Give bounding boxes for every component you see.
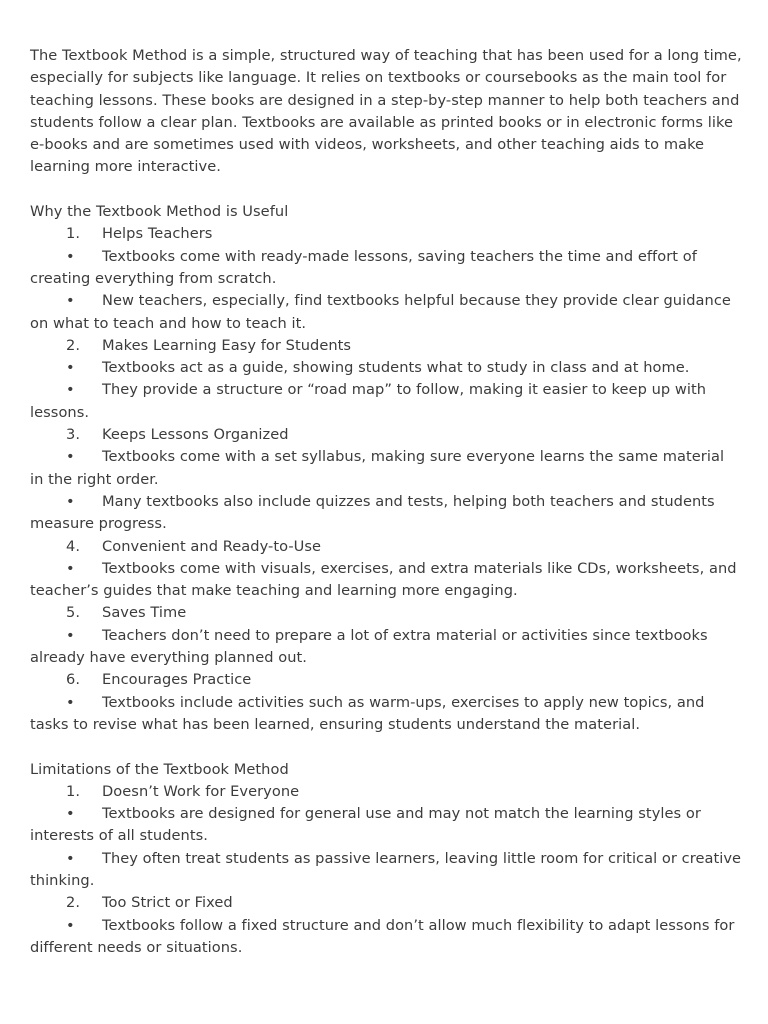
bullet-text: Textbooks are designed for general use and may not match the learning styles or interests of all students. [30,805,701,845]
bullet-text: Textbooks follow a fixed structure and don’t allow much flexibility to adapt lessons for different needs or situations. [30,916,735,956]
item-title: Too Strict or Fixed [102,894,233,912]
item-number: 2. [66,336,81,354]
limitation-item-2 [30,892,742,914]
item-number: 4. [66,537,81,555]
bullet-item [30,357,742,379]
bullet-icon: • [66,916,75,934]
item-number: 3. [66,426,81,444]
bullet-icon: • [66,693,75,711]
item-number: 5. [66,604,81,622]
document-body [30,45,742,959]
item-title: Keeps Lessons Organized [102,426,289,444]
item-title: Makes Learning Easy for Students [102,336,352,354]
bullet-item [30,379,742,424]
bullet-item [30,803,742,848]
useful-item-2 [30,335,742,357]
bullet-icon: • [66,626,75,644]
bullet-item [30,446,742,491]
item-title: Doesn’t Work for Everyone [102,782,300,800]
useful-item-6 [30,669,742,691]
useful-item-4 [30,536,742,558]
limitations-heading: Limitations of the Textbook Method [30,760,289,778]
bullet-text: Textbooks include activities such as warm-ups, exercises to apply new topics, and tasks to revise what has been learned, ensuring students understand the material. [30,693,705,733]
intro-paragraph: The Textbook Method is a simple, structured way of teaching that has been used for a long time, especially for subjects like language. It relies on textbooks or coursebooks as the main tool for teaching lessons. These books are designed in a step-by-step manner to help both teachers and students follow a clear plan. Textbooks are available as printed books or in electronic forms like e-books and are sometimes used with videos, worksheets, and other teaching aids to make learning more interactive. [30,47,742,176]
useful-item-5 [30,602,742,624]
bullet-item [30,558,742,603]
bullet-text: Textbooks act as a guide, showing students what to study in class and at home. [102,359,690,377]
item-title: Convenient and Ready-to-Use [102,537,322,555]
bullet-icon: • [66,849,75,867]
bullet-text: They often treat students as passive learners, leaving little room for critical or creative thinking. [30,849,742,889]
bullet-item [30,915,742,960]
bullet-text: They provide a structure or “road map” to follow, making it easier to keep up with lessons. [30,381,707,421]
bullet-item [30,848,742,893]
item-number: 2. [66,894,81,912]
item-number: 6. [66,671,81,689]
bullet-icon: • [66,381,75,399]
bullet-text: Textbooks come with a set syllabus, making sure everyone learns the same material in the right order. [30,448,725,488]
bullet-item [30,491,742,536]
limitation-item-1 [30,781,742,803]
item-number: 1. [66,225,81,243]
bullet-text: Teachers don’t need to prepare a lot of extra material or activities since textbooks already have everything planned out. [30,626,708,667]
bullet-text: Textbooks come with ready-made lessons, saving teachers the time and effort of creating everything from scratch. [30,247,697,287]
bullet-icon: • [66,559,75,577]
paragraph-gap [30,179,742,201]
bullet-text: Many textbooks also include quizzes and tests, helping both teachers and students measure progress. [30,492,715,533]
bullet-icon: • [66,359,75,377]
bullet-icon: • [66,247,75,265]
item-title: Encourages Practice [102,671,252,689]
bullet-item [30,246,742,291]
limitations-section [30,759,742,960]
item-title: Helps Teachers [102,225,213,243]
useful-section [30,201,742,736]
bullet-text: New teachers, especially, find textbooks helpful because they provide clear guidance on what to teach and how to teach it. [30,292,731,332]
bullet-item [30,692,742,737]
bullet-item [30,290,742,335]
bullet-icon: • [66,292,75,310]
bullet-icon: • [66,492,75,510]
paragraph-gap [30,736,742,758]
bullet-icon: • [66,448,75,466]
useful-item-3 [30,424,742,446]
bullet-item [30,625,742,670]
item-number: 1. [66,782,81,800]
useful-item-1 [30,223,742,245]
bullet-text: Textbooks come with visuals, exercises, and extra materials like CDs, worksheets, and teacher’s guides that make teaching and learning more engaging. [30,559,737,600]
bullet-icon: • [66,805,75,823]
useful-heading: Why the Textbook Method is Useful [30,203,289,221]
item-title: Saves Time [102,604,187,622]
